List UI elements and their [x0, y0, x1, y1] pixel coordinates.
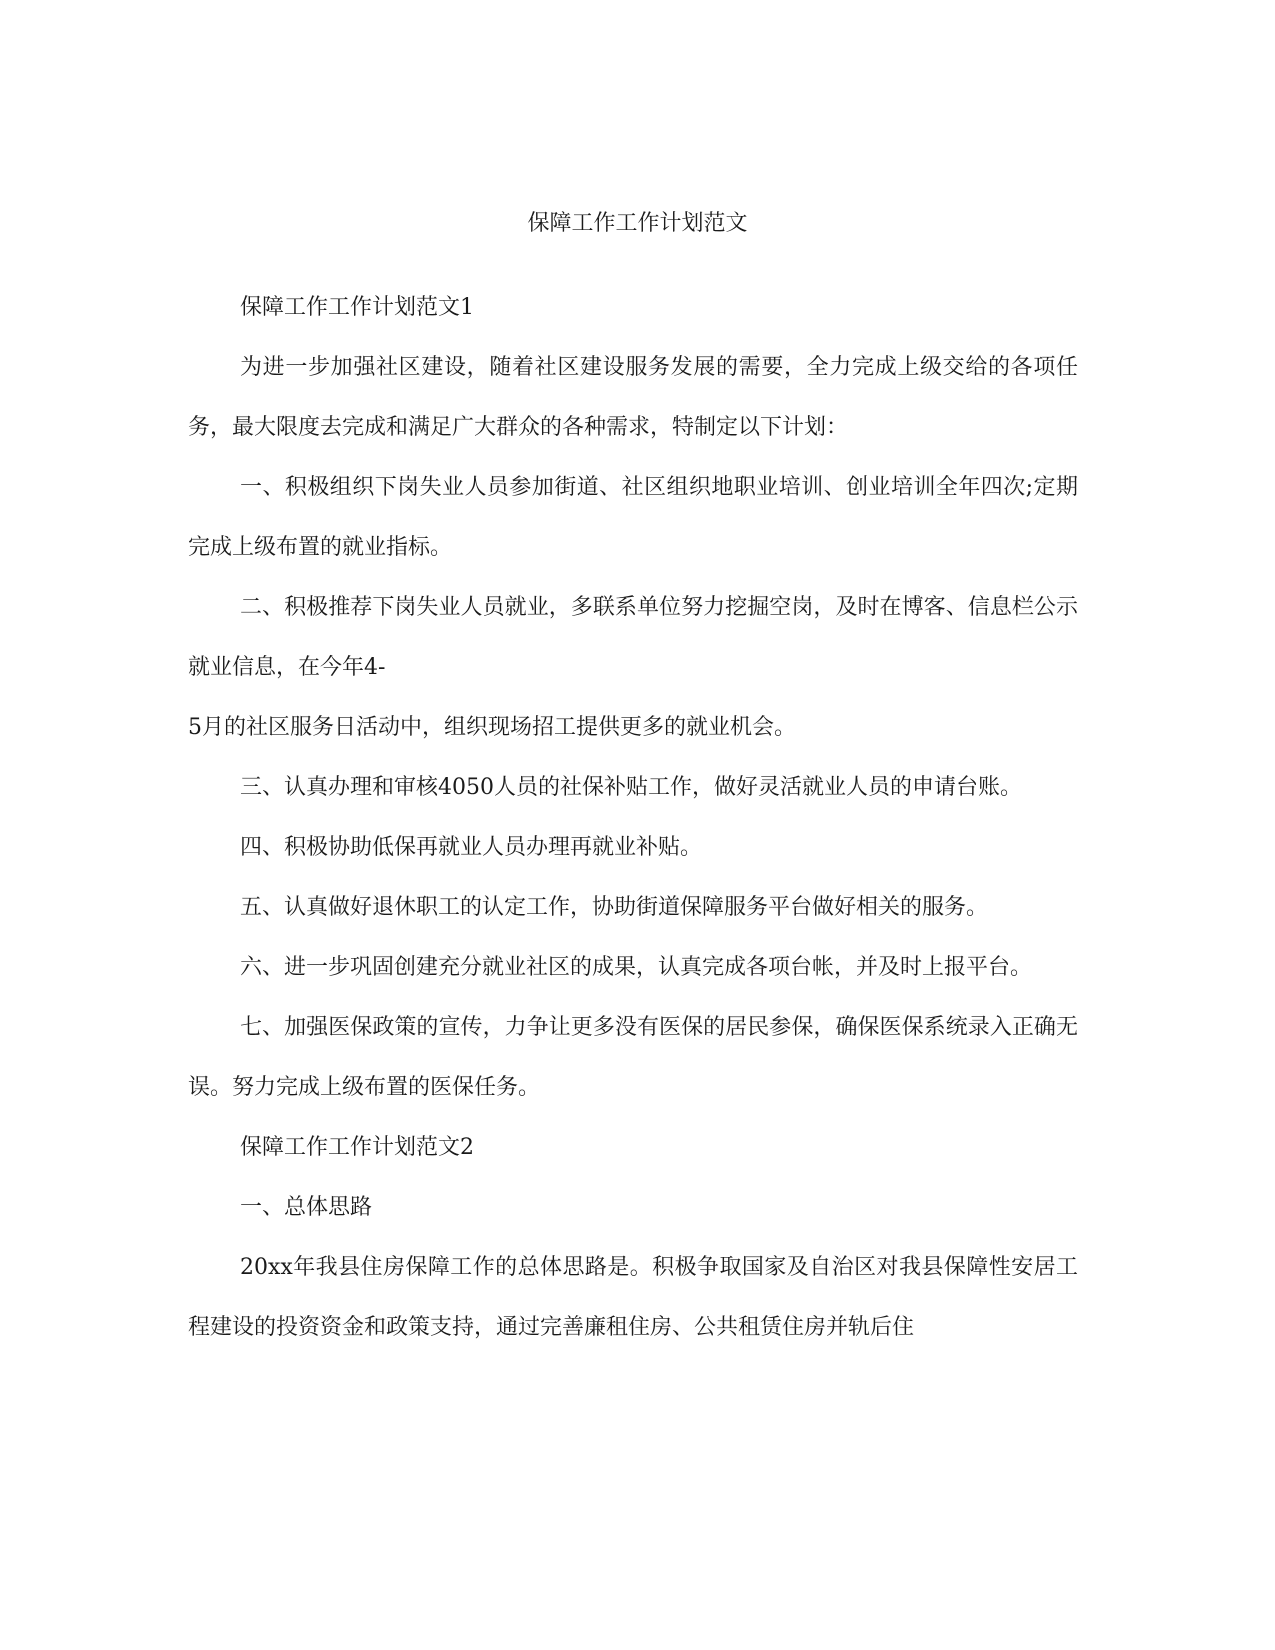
- plan-item-1: 一、积极组织下岗失业人员参加街道、社区组织地职业培训、创业培训全年四次;定期完成上级布置的就业指标。: [188, 475, 1078, 560]
- subsection-heading: 一、总体思路: [240, 1195, 373, 1220]
- plan-item-2: 二、积极推荐下岗失业人员就业，多联系单位努力挖掘空岗，及时在博客、信息栏公示就业信息，在今年4-: [188, 595, 1078, 680]
- section-heading-1: 保障工作工作计划范文1: [240, 295, 474, 320]
- document-title: 保障工作工作计划范文: [527, 211, 748, 236]
- plan-item-3: 三、认真办理和审核4050人员的社保补贴工作，做好灵活就业人员的申请台账。: [240, 775, 1022, 800]
- overview-paragraph: 20xx年我县住房保障工作的总体思路是。积极争取国家及自治区对我县保障性安居工程建设的投资资金和政策支持，通过完善廉租住房、公共租赁住房并轨后住: [188, 1255, 1078, 1340]
- plan-item-7: 七、加强医保政策的宣传，力争让更多没有医保的居民参保，确保医保系统录入正确无误。努力完成上级布置的医保任务。: [188, 1015, 1078, 1100]
- section-heading-2: 保障工作工作计划范文2: [240, 1135, 474, 1160]
- plan-item-6: 六、进一步巩固创建充分就业社区的成果，认真完成各项台帐，并及时上报平台。: [240, 955, 1033, 980]
- plan-item-5: 五、认真做好退休职工的认定工作，协助街道保障服务平台做好相关的服务。: [240, 895, 989, 920]
- plan-item-4: 四、积极协助低保再就业人员办理再就业补贴。: [240, 835, 703, 860]
- plan-item-2-continued: 5月的社区服务日活动中，组织现场招工提供更多的就业机会。: [188, 715, 796, 740]
- document-body: [188, 278, 1078, 1358]
- intro-paragraph: 为进一步加强社区建设，随着社区建设服务发展的需要，全力完成上级交给的各项任务，最大限度去完成和满足广大群众的各种需求，特制定以下计划：: [188, 355, 1078, 440]
